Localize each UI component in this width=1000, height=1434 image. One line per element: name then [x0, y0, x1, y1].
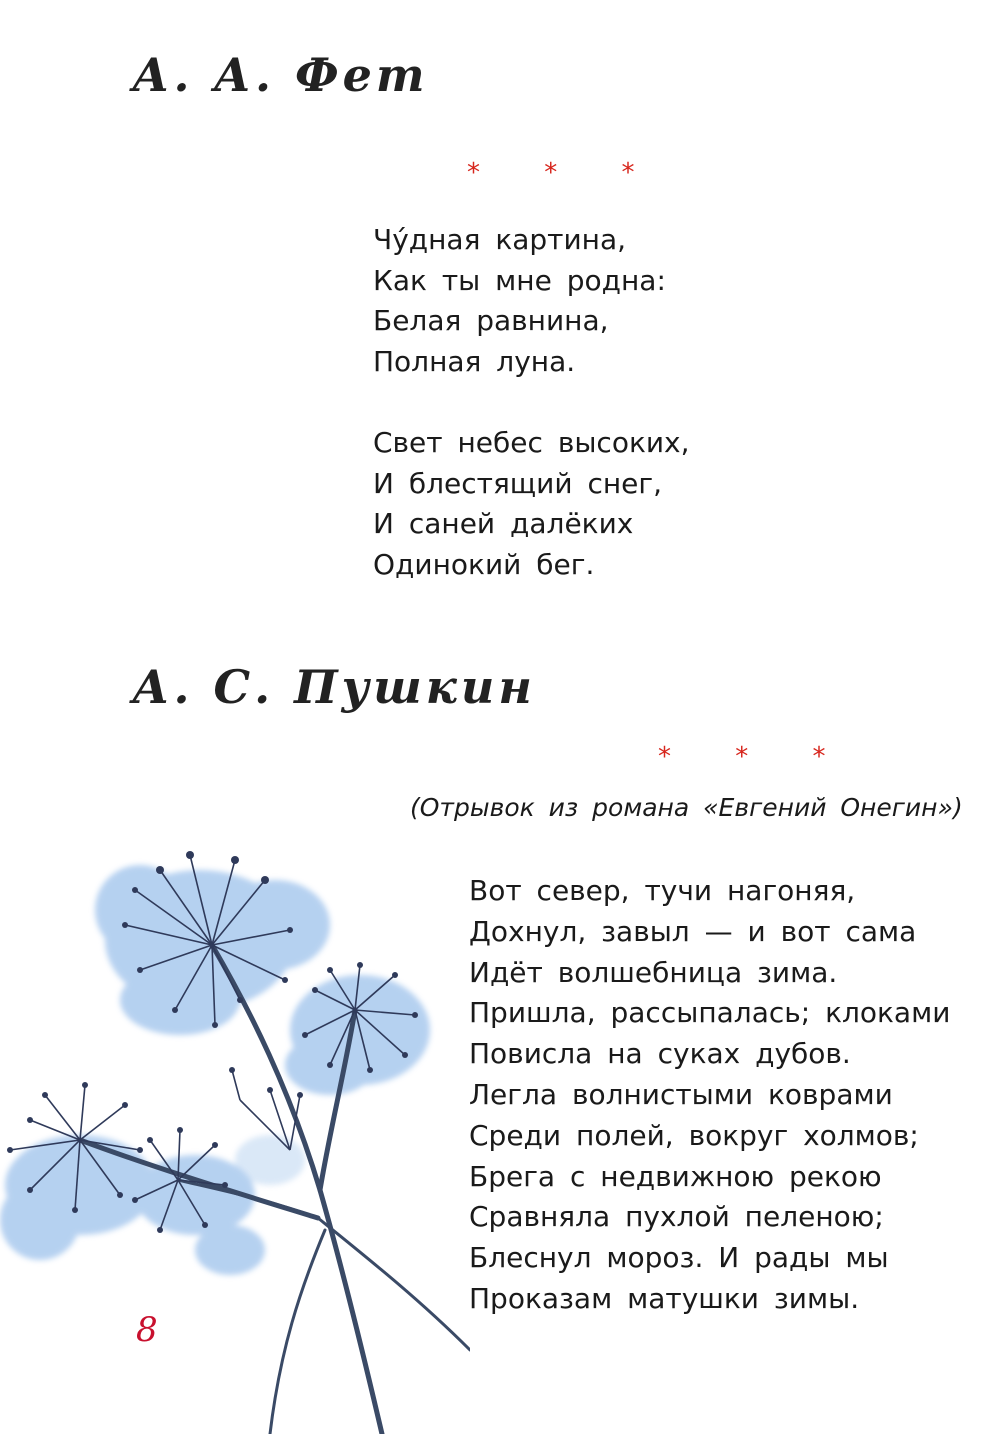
poem-line: Одинокий бег.: [373, 547, 595, 581]
poem-1-stanza-1: [373, 220, 666, 382]
poem-line: Идёт волшебница зима.: [469, 955, 838, 989]
poem-line: Сравняла пухлой пеленою;: [469, 1200, 884, 1234]
poem-line: Вот север, тучи нагоняя,: [469, 874, 856, 907]
poem-line: Как ты мне родна:: [373, 263, 666, 297]
poem-2-author: А. С. Пушкин: [132, 660, 536, 714]
poem-line: Чу́дная картина,: [373, 223, 627, 256]
frost-clouds: [0, 865, 430, 1275]
poem-1-stanza-2: [373, 423, 690, 585]
poem-line: Блеснул мороз. И рады мы: [469, 1241, 889, 1275]
frosted-umbellifer-illustration: [0, 830, 470, 1434]
poem-line: Дохнул, завыл — и вот сама: [469, 914, 917, 948]
poem-line: И блестящий снег,: [373, 466, 662, 500]
poem-line: Свет небес высоких,: [373, 426, 690, 459]
page-number: 8: [136, 1310, 158, 1350]
poem-2-asterisks: * * *: [658, 742, 854, 772]
poem-line: Брега с недвижною рекою: [469, 1159, 882, 1193]
poem-line: Пришла, рассыпалась; клоками: [469, 996, 951, 1030]
poem-line: Повисла на суках дубов.: [469, 1037, 851, 1071]
poem-line: Полная луна.: [373, 344, 576, 378]
poem-line: Легла волнистыми коврами: [469, 1077, 893, 1111]
poem-line: И саней далёких: [373, 507, 634, 541]
poem-2-subtitle: (Отрывок из романа «Евгений Онегин»): [410, 793, 963, 822]
poem-line: Проказам матушки зимы.: [469, 1281, 860, 1315]
poem-line: Среди полей, вокруг холмов;: [469, 1118, 919, 1152]
poem-line: Белая равнина,: [373, 304, 609, 338]
poem-2-stanza: [469, 871, 950, 1320]
poem-1-author: А. А. Фет: [132, 48, 429, 102]
poem-1-asterisks: * * *: [467, 158, 663, 188]
